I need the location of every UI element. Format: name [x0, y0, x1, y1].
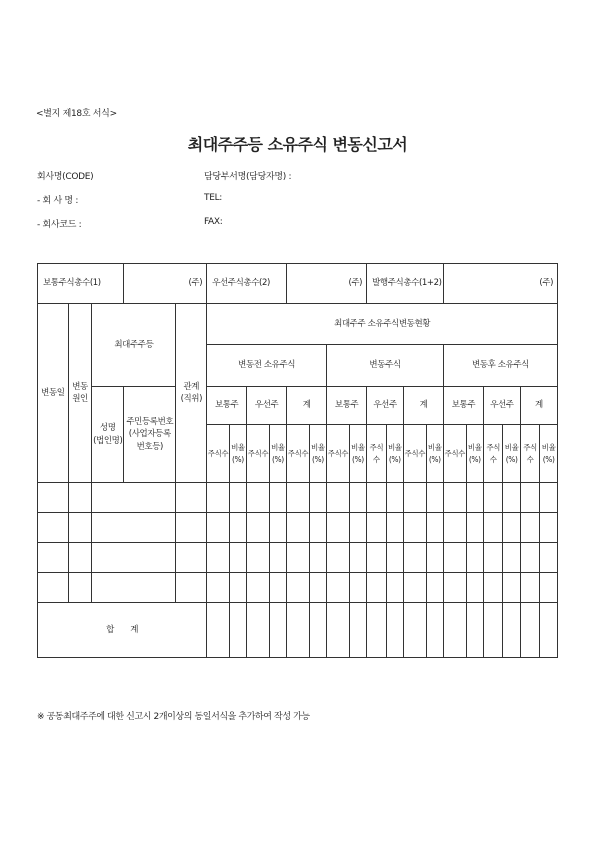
header-row-1 [38, 304, 558, 345]
before-common-header: 보통주 [207, 387, 247, 425]
change-reason-header: 변동 원인 [68, 304, 92, 483]
share-totals-row [38, 264, 558, 304]
after-preferred-header: 우선주 [483, 387, 520, 425]
preferred-shares-total-cell[interactable]: (주) [287, 264, 367, 304]
common-shares-total-cell[interactable]: (주) [124, 264, 207, 304]
changed-common-shares-header: 주식수 [327, 425, 350, 483]
tel-label: TEL: [204, 193, 223, 203]
form-number: <별지 제18호 서식> [36, 109, 117, 119]
changed-total-header: 계 [404, 387, 444, 425]
changed-preferred-header: 우선주 [367, 387, 404, 425]
total-label: 합 계 [38, 603, 207, 658]
after-common-header: 보통주 [443, 387, 483, 425]
shareholding-change-table [37, 263, 558, 658]
after-change-header: 변동후 소유주식 [443, 345, 557, 387]
changed-total-shares-header: 주식수 [404, 425, 427, 483]
relation-header: 관계 (직위) [176, 304, 207, 483]
after-total-header: 계 [520, 387, 557, 425]
issued-shares-total-label: 발행주식총수(1+2) [367, 264, 444, 304]
after-preferred-shares-header: 주식 수 [483, 425, 502, 483]
changed-preferred-shares-header: 주식 수 [367, 425, 386, 483]
after-total-shares-header: 주식 수 [520, 425, 539, 483]
page-title: 최대주주등 소유주식 변동신고서 [187, 135, 408, 154]
changed-common-ratio-header: 비율 (%) [349, 425, 366, 483]
before-total-ratio-header: 비율 (%) [309, 425, 326, 483]
after-common-ratio-header: 비율 (%) [466, 425, 483, 483]
status-title-header: 최대주주 소유주식변동현황 [207, 304, 558, 345]
before-common-ratio-header: 비율 (%) [229, 425, 246, 483]
before-total-shares-header: 주식수 [287, 425, 310, 483]
after-common-shares-header: 주식수 [443, 425, 466, 483]
table-row[interactable] [38, 543, 558, 573]
preferred-shares-total-label: 우선주식총수(2) [207, 264, 287, 304]
common-shares-total-label: 보통주식총수(1) [38, 264, 124, 304]
company-name-code-label: 회사명(CODE) [37, 172, 94, 182]
before-total-header: 계 [287, 387, 327, 425]
table-row[interactable] [38, 513, 558, 543]
major-holder-header: 최대주주등 [92, 304, 176, 387]
dept-manager-label: 담당부서명(담당자명) : [204, 172, 292, 182]
changed-total-ratio-header: 비율 (%) [426, 425, 443, 483]
footnote: ※ 공동최대주주에 대한 신고시 2개이상의 동일서식을 추가하여 작성 가능 [37, 712, 310, 722]
changed-common-header: 보통주 [327, 387, 367, 425]
before-preferred-ratio-header: 비율 (%) [269, 425, 286, 483]
changed-preferred-ratio-header: 비율 (%) [386, 425, 403, 483]
header-row-3 [38, 387, 558, 425]
before-common-shares-header: 주식수 [207, 425, 230, 483]
table-row[interactable] [38, 483, 558, 513]
company-name-label: - 회 사 명 : [37, 196, 79, 206]
before-preferred-header: 우선주 [247, 387, 287, 425]
change-date-header: 변동일 [38, 304, 69, 483]
fax-label: FAX: [204, 217, 223, 227]
id-number-header: 주민등록번호 (사업자등록 번호등) [124, 387, 176, 483]
name-header: 성명 (법인명) [92, 387, 124, 483]
before-preferred-shares-header: 주식수 [247, 425, 270, 483]
table-row[interactable] [38, 573, 558, 603]
total-row [38, 603, 558, 658]
after-total-ratio-header: 비율 (%) [540, 425, 558, 483]
issued-shares-total-cell[interactable]: (주) [443, 264, 557, 304]
after-preferred-ratio-header: 비율 (%) [503, 425, 520, 483]
changed-shares-header: 변동주식 [327, 345, 444, 387]
before-change-header: 변동전 소유주식 [207, 345, 327, 387]
company-code-label: - 회사코드 : [37, 220, 82, 230]
